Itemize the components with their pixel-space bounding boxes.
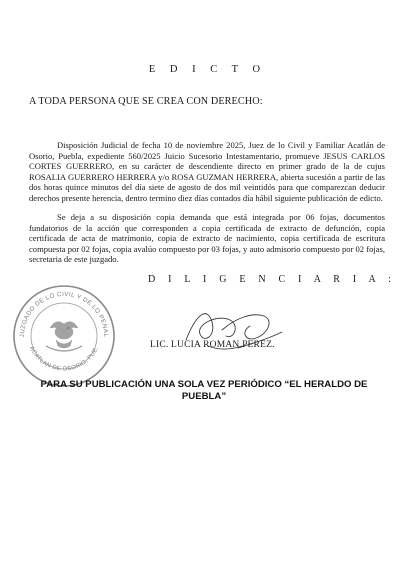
court-seal-icon bbox=[10, 282, 118, 390]
seal-top-text: JUZGADO DE LO CIVIL Y DE LO PENAL bbox=[18, 290, 110, 338]
body-paragraph-2: Se deja a su disposición copia demanda que está integrada por 06 fojas, documentos fundatorios de la acción que corresponden a copia certificada de extracto de defunción, copia certificada de acta de matrimonio, copia de extracto de nacimiento, copia certificada de escritura compuesta por 02 fojas, copia avalúo compuesto por 03 fojas, y auto admisorio compuesto por 02 fojas, secretaria de este juzgado. bbox=[29, 212, 385, 265]
svg-text:ACATLAN DE OSORIO, PUE. bbox=[28, 346, 100, 373]
seal-bottom-text: ACATLAN DE OSORIO, PUE. bbox=[27, 345, 101, 373]
diligenciaria-heading: D I L I G E N C I A R I A : bbox=[148, 274, 397, 285]
addressee-line: A TODA PERSONA QUE SE CREA CON DERECHO: bbox=[29, 96, 263, 107]
publication-note: PARA SU PUBLICACIÓN UNA SOLA VEZ PERIÓDICO “EL HERALDO DE PUEBLA” bbox=[40, 379, 368, 402]
signer-name: LIC. LUCIA ROMAN PEREZ. bbox=[150, 340, 275, 350]
body-paragraph-1: Disposición Judicial de fecha 10 de noviembre 2025, Juez de lo Civil y Familiar Acatlán de Osorio, Puebla, expediente 560/2025 Juicio Sucesorio Intestamentario, promueve JESUS CARLOS CORTES GUERRERO, en su carácter de descendiente directo en primer grado de la de cujus ROSALIA GUERRERO HERRERA y/o ROSA GUZMAN HERRERA, abierta sucesión a partir de las dos horas quince minutos del día siete de agosto de dos mil veintidós para que comparezcan deducir derechos presente herencia, dentro termino diez días contados día hábil siguiente publicación de edicto. bbox=[29, 140, 385, 203]
document-title: E D I C T O bbox=[148, 64, 267, 75]
